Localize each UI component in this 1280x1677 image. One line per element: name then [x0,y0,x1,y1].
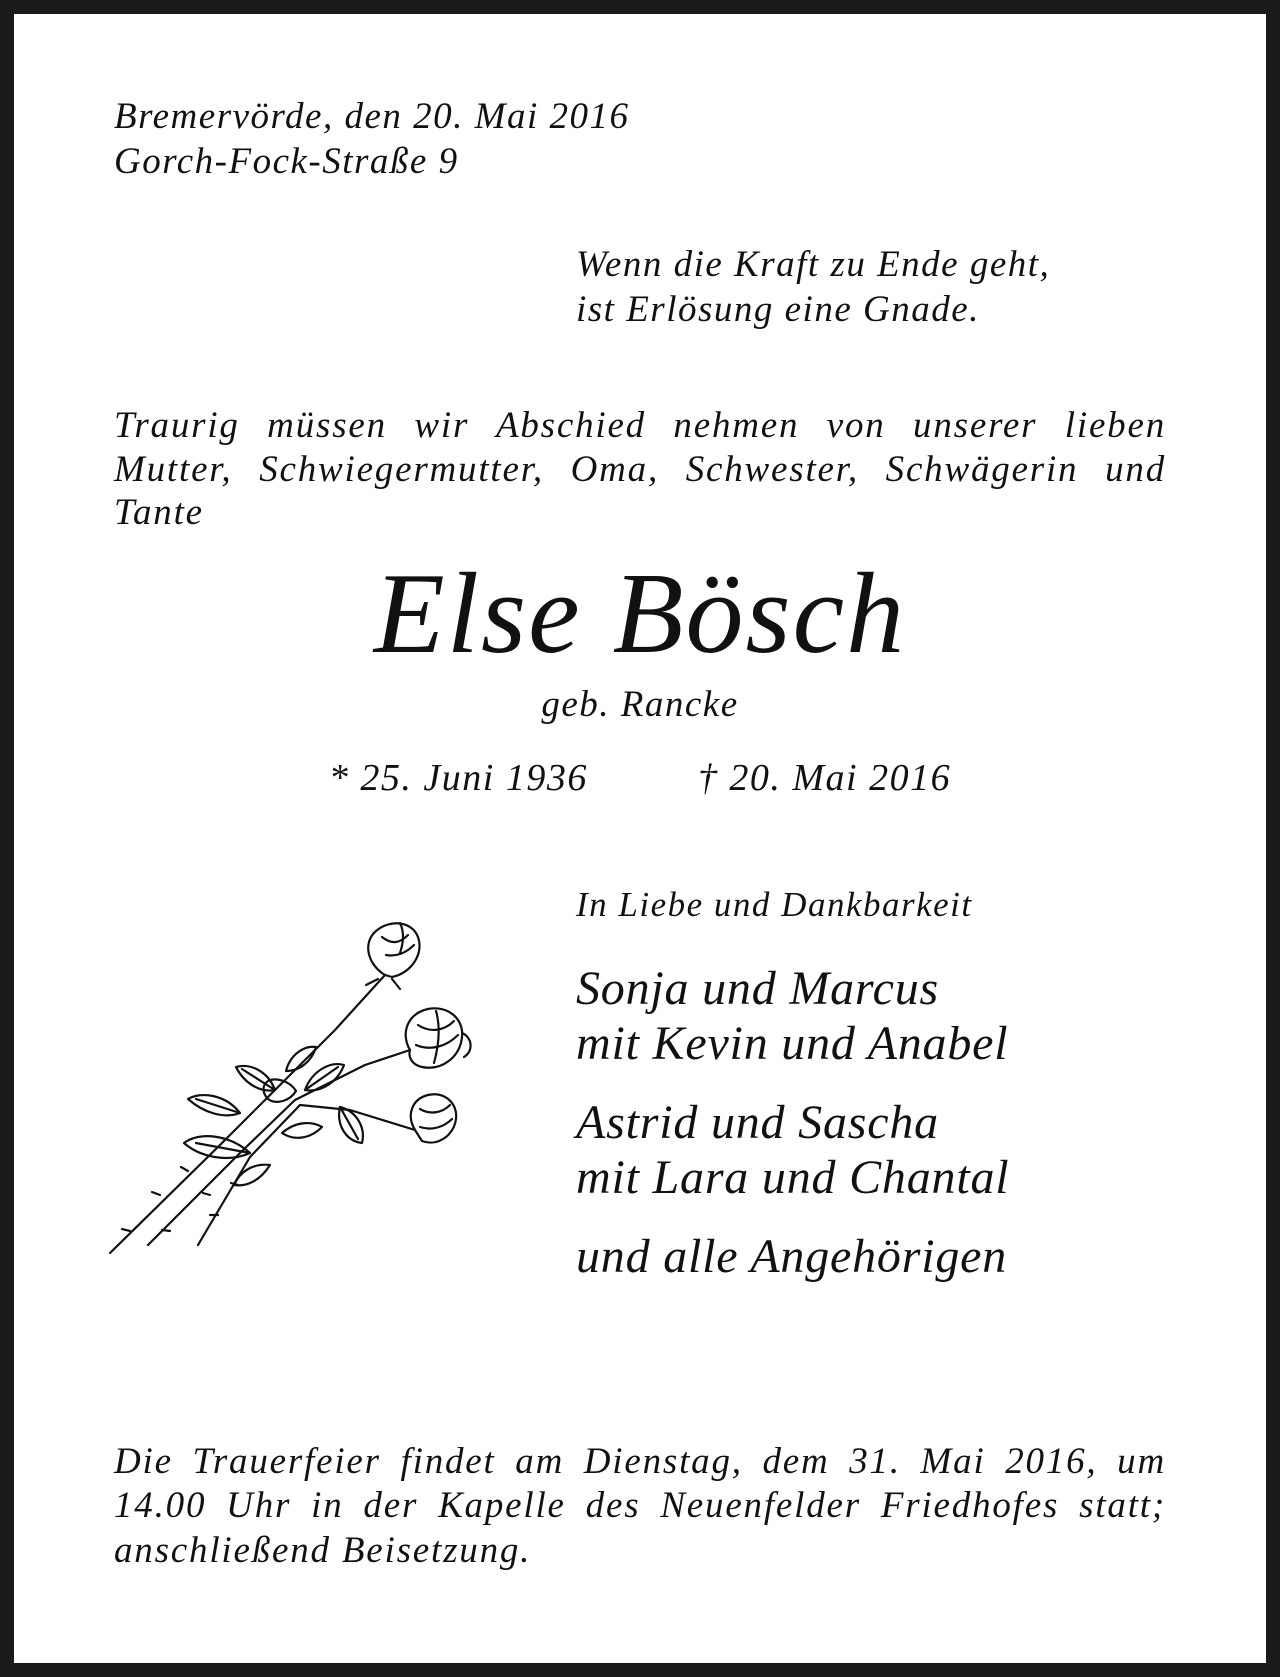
intro-line-1: Traurig müssen wir Abschied nehmen von unserer lieben [114,405,1166,446]
maiden-name: geb. Rancke [541,684,739,725]
mourner-group-1-line-2: mit Kevin und Anabel [576,1016,1009,1070]
mourner-group-2 [576,1096,1009,1205]
address: Gorch-Fock-Straße 9 [114,141,459,183]
intro-line-3: und Tante [114,448,1166,534]
place-date: Bremervörde, den 20. Mai 2016 [114,96,630,137]
mourners-heading: In Liebe und Dankbarkeit [576,885,973,924]
mourner-group-3 [576,1230,1007,1285]
life-dates [0,755,1280,801]
funeral-line-1: Die Trauerfeier findet am Dienstag, dem 31. Mai 2016, [114,1441,1098,1482]
mourner-group-3-line-1: und alle Angehörigen [576,1230,1008,1283]
mourner-group-2-line-1: Astrid und Sascha [576,1096,939,1149]
birth-date: * 25. Juni 1936 [328,757,588,799]
motto-quote [576,242,1050,332]
mourner-group-1-line-1: Sonja und Marcus [576,962,940,1015]
intro-line-2: Mutter, Schwiegermutter, Oma, Schwester, Schwägerin [114,448,1079,490]
mourner-group-2-line-2: mit Lara und Chantal [576,1150,1010,1204]
death-date: † 20. Mai 2016 [697,757,952,799]
motto-line-2: ist Erlösung eine Gnade. [576,289,980,331]
motto-line-1: Wenn die Kraft zu Ende geht, [576,244,1051,285]
header-block [114,94,630,184]
funeral-line-2: um 14.00 Uhr in der Kapelle des Neuenfelder Friedhofes [114,1441,1166,1527]
roses-illustration-icon [100,895,500,1265]
funeral-info [114,1440,1166,1573]
intro-text [114,404,1166,535]
mourner-group-1 [576,962,1008,1071]
deceased-name: Else Bösch [373,550,907,678]
funeral-line-3: statt; anschließend Beisetzung. [114,1485,1166,1571]
